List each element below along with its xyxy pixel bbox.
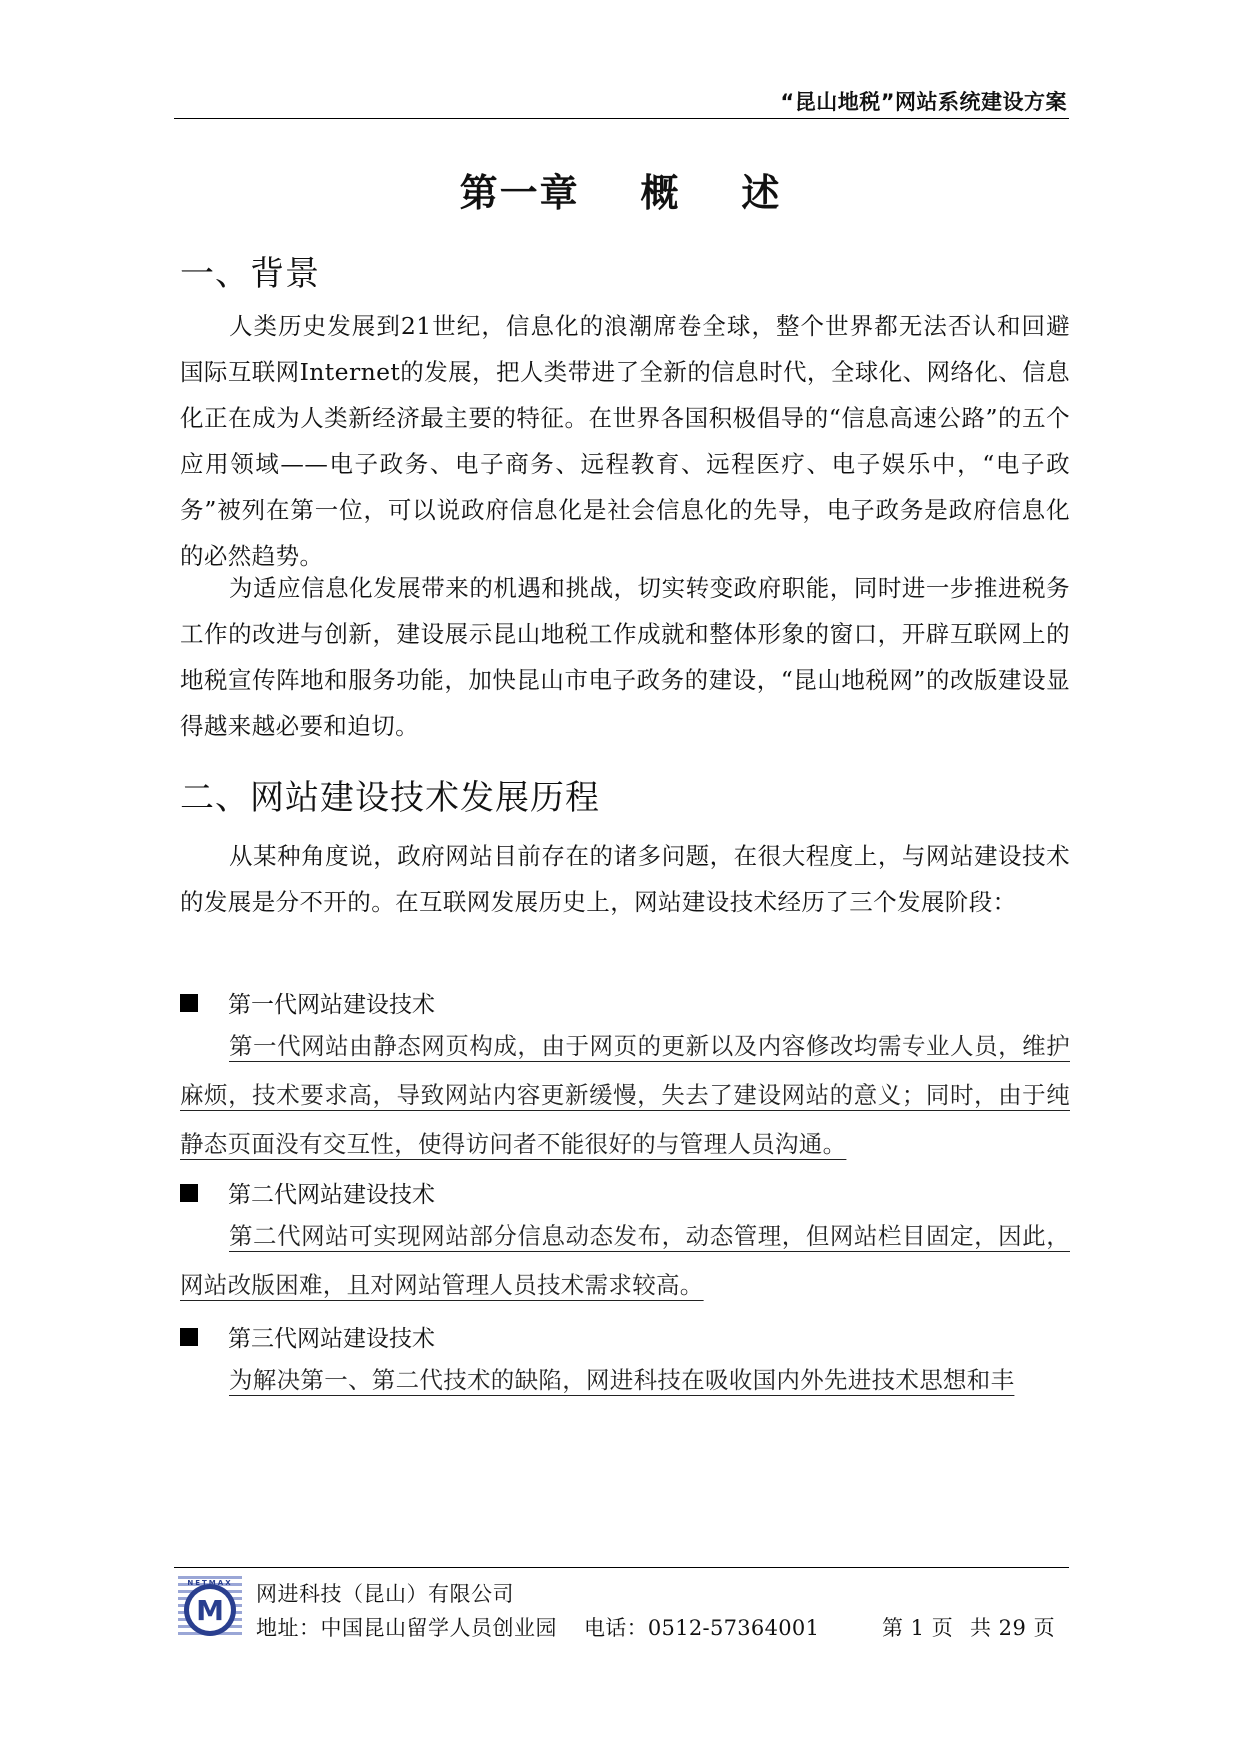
generation-2-text-content: 第二代网站可实现网站部分信息动态发布，动态管理，但网站栏目固定，因此，网站改版困难，且对网站管理人员技术需求较高。 [180, 1222, 1070, 1299]
company-logo-icon [178, 1576, 242, 1640]
bullet-square-icon [180, 994, 198, 1012]
generation-3-text [180, 1356, 1070, 1405]
generation-1-text-content: 第一代网站由静态网页构成，由于网页的更新以及内容修改均需专业人员，维护麻烦，技术要求高，导致网站内容更新缓慢，失去了建设网站的意义；同时，由于纯静态页面没有交互性，使得访问者不能很好的与管理人员沟通。 [180, 1032, 1070, 1158]
header-title: “昆山地税”网站系统建设方案 [780, 90, 1067, 114]
bullet-square-icon [180, 1184, 198, 1202]
bullet-generation-3 [180, 1320, 435, 1353]
section-heading-web-tech-history: 二、网站建设技术发展历程 [180, 778, 600, 818]
footer-address: 地址：中国昆山留学人员创业园 [256, 1616, 557, 1640]
section-heading-background: 一、背景 [180, 254, 320, 294]
footer-page-number: 第 1 页 [882, 1616, 954, 1640]
header-divider [174, 118, 1069, 119]
bullet-generation-3-title: 第三代网站建设技术 [228, 1326, 435, 1352]
svg-text:M: M [196, 1594, 224, 1627]
bullet-generation-2-title: 第二代网站建设技术 [228, 1182, 435, 1208]
generation-2-text [180, 1212, 1070, 1310]
footer-phone: 电话：0512-57364001 [584, 1616, 820, 1640]
paragraph-background-2: 为适应信息化发展带来的机遇和挑战，切实转变政府职能，同时进一步推进税务工作的改进与创新，建设展示昆山地税工作成就和整体形象的窗口，开辟互联网上的地税宣传阵地和服务功能，加快昆山市电子政务的建设，“昆山地税网”的改版建设显得越来越必要和迫切。 [180, 574, 1070, 740]
footer-company-name: 网进科技（昆山）有限公司 [256, 1582, 514, 1606]
paragraph-background-1: 人类历史发展到21世纪，信息化的浪潮席卷全球，整个世界都无法否认和回避 国际互联网Internet的发展，把人类带进了全新的信息时代，全球化、网络化、信息化正在成为人类新经济最主要的特征。在世界各国积极倡导的“信息高速公路”的五个应用领域——电子政务、电子商务、远程教育、远程医疗、电子娱乐中，“电子政务”被列在第一位，可以说政府信息化是社会信息化的先导，电子政务是政府信息化的必然趋势。 [180, 312, 1070, 570]
bullet-generation-1-title: 第一代网站建设技术 [228, 992, 435, 1018]
svg-text:NETMAX: NETMAX [187, 1579, 233, 1587]
generation-3-text-content: 为解决第一、第二代技术的缺陷，网进科技在吸收国内外先进技术思想和丰 [229, 1366, 1015, 1394]
chapter-title: 第一章 概 述 [459, 170, 782, 215]
bullet-generation-1 [180, 986, 435, 1019]
bullet-square-icon [180, 1328, 198, 1346]
generation-1-text [180, 1022, 1070, 1169]
bullet-generation-2 [180, 1176, 435, 1209]
footer-divider [174, 1567, 1069, 1568]
footer-page-total: 共 29 页 [970, 1616, 1056, 1640]
paragraph-web-tech-intro: 从某种角度说，政府网站目前存在的诸多问题，在很大程度上，与网站建设技术的发展是分不开的。在互联网发展历史上，网站建设技术经历了三个发展阶段： [180, 842, 1070, 916]
